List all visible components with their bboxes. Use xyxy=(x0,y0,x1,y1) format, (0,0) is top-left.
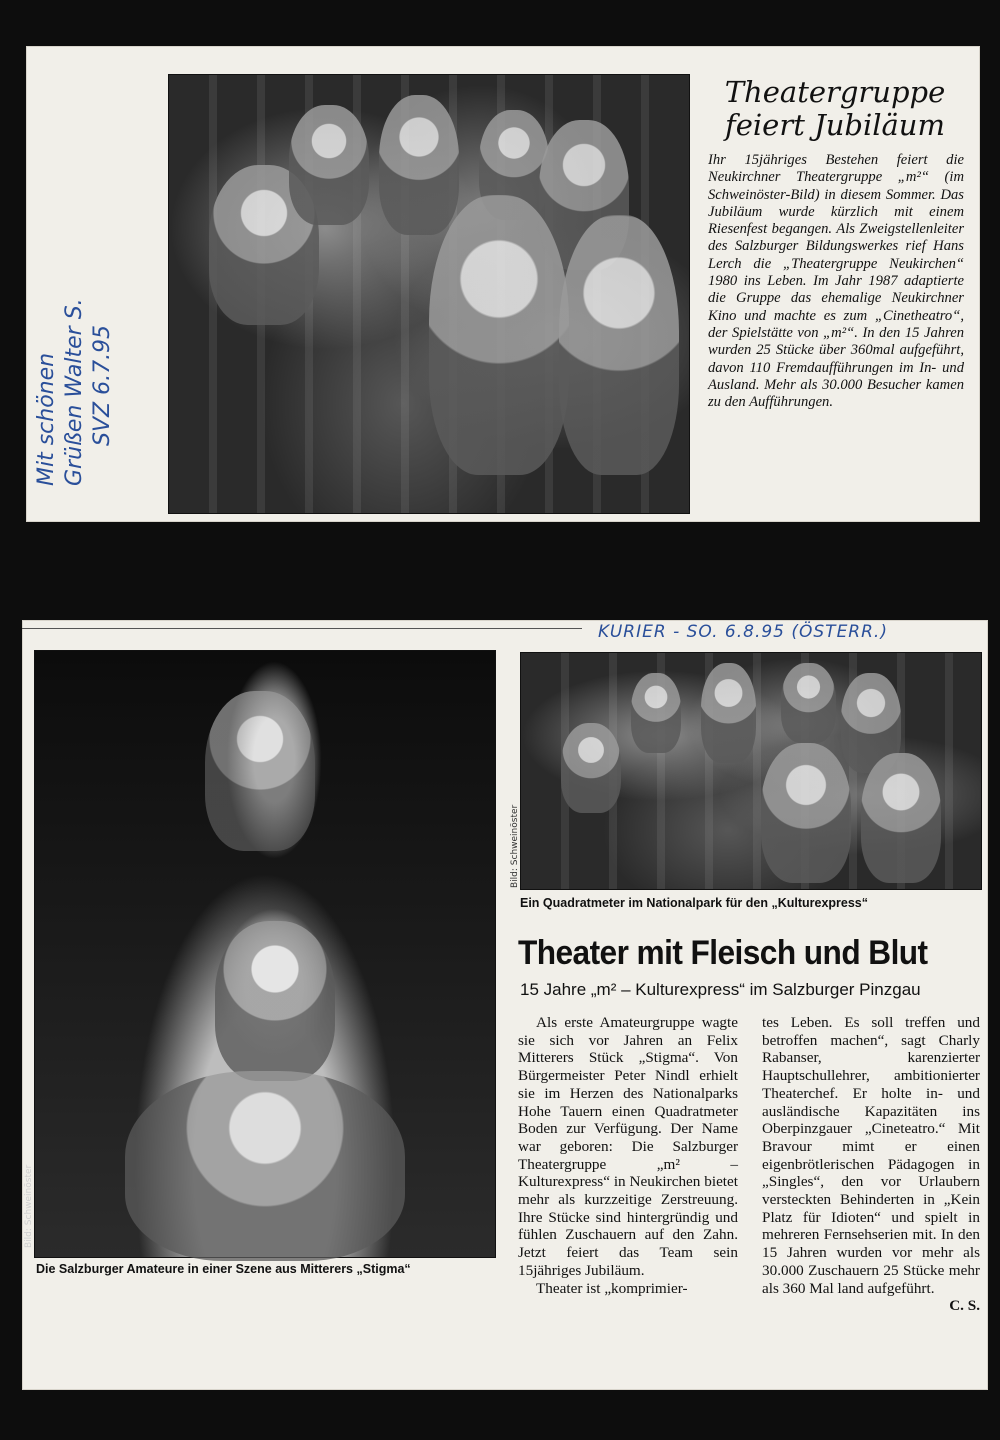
subheadline: 15 Jahre „m² – Kulturexpress“ im Salzburger Pinzgau xyxy=(520,980,921,999)
photo-credit-right: Bild: Schweinöster xyxy=(510,804,520,888)
column-1-text: Als erste Amateurgruppe wagte sie sich vor Jahren an Felix Mitterers Stück „Stigma“. Von Bürgermeister Peter Nindl erhielt sie im Herzen des Nationalparks Hohe Tauern einen Quadratmeter Boden zur Verfügung. Der Name war geboren: Die Salzburger Theatergruppe „m² – Kulturexpress“ in Neukirchen bietet mehr als kurzzeitige Zerstreuung. Ihre Stücke sind hintergründig und fühlen Zuschauern auf den Zahn. Jetzt feiert das Team sein 15jähriges Jubiläum. xyxy=(518,1014,738,1279)
stigma-scene-photo xyxy=(34,650,496,1258)
caption-right-photo: Ein Quadratmeter im Nationalpark für den „Kulturexpress“ xyxy=(520,896,868,910)
headline-line1: Theatergruppe xyxy=(724,75,946,109)
top-rule xyxy=(22,628,582,629)
headline-line2: feiert Jubiläum xyxy=(725,108,945,142)
caption-left-photo: Die Salzburger Amateure in einer Szene aus Mitterers „Stigma“ xyxy=(36,1262,411,1276)
group-photo-small xyxy=(520,652,982,890)
article-column-2 xyxy=(762,1014,980,1315)
main-headline: Theater mit Fleisch und Blut xyxy=(518,934,928,972)
article-column-1 xyxy=(518,1014,738,1297)
column-1-para2: Theater ist „komprimier- xyxy=(536,1279,688,1297)
photo-credit-left: Bild: Schweinöster xyxy=(24,1164,34,1248)
group-photo xyxy=(168,74,690,514)
article-body-clip1: Ihr 15jähriges Bestehen feiert die Neukirchner Theatergruppe „m²“ (im Schweinöster-Bild) in diesem Sommer. Das Jubiläum wurde kürzlich mit einem Riesenfest begangen. Als Zweigstellenleiter des Salzburger Bildungswerkes rief Hans Lerch die „Theatergruppe Neukirchen“ 1980 ins Leben. Im Jahr 1987 adaptierte die Gruppe das ehemalige Neukirchner Kino und machte es zum „Cinetheatro“, der Spielstätte von „m²“. In den 15 Jahren wurden 25 Stücke über 360mal aufgeführt, davon 110 Fremdaufführungen im In- und Ausland. Mehr als 30.000 Besucher kamen zu den Aufführungen. xyxy=(708,152,964,411)
handwritten-note-line1: Mit schönen xyxy=(34,352,59,486)
headline-clip1 xyxy=(704,76,966,142)
column-2-text: tes Leben. Es soll treffen und betroffen machen“, sagt Charly Rabanser, karenzierter Hauptschullehrer, ambitionierter Theaterchef. Er holte in- und ausländische Kapazitäten ins Oberpinzgauer „Cineteatro.“ Mit Bravour mimt er einen eigenbrötlerischen Pädagogen in „Singles“, den vor Urlaubern versteckten Behinderten in „Kein Platz für Idioten“ und spielt in mehreren Fernsehserien mit. In den 15 Jahren wurden vor mehr als 30.000 Zuschauern 25 Stücke mehr als 360 Mal land aufgeführt. xyxy=(762,1014,980,1297)
handwritten-note-line3: SVZ 6.7.95 xyxy=(90,324,115,446)
handwritten-source-note: KURIER - SO. 6.8.95 (ÖSTERR.) xyxy=(598,622,888,642)
newspaper-clipping-1 xyxy=(26,46,980,522)
author-signature: C. S. xyxy=(949,1297,980,1315)
handwritten-note-line2: Grüßen Walter S. xyxy=(62,298,87,486)
newspaper-clipping-2 xyxy=(22,620,988,1390)
